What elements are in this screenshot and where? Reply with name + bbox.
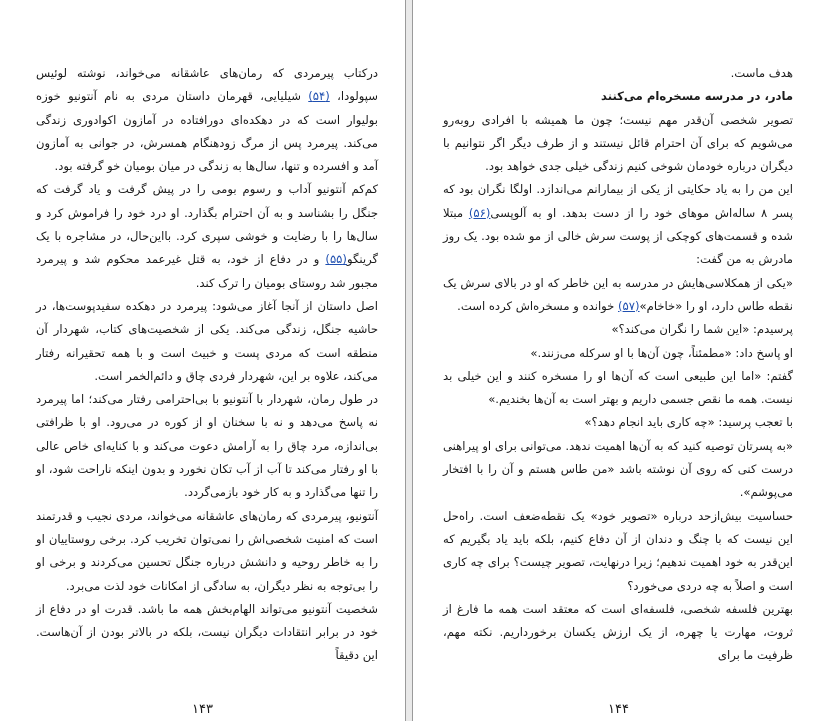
paragraph <box>36 598 378 668</box>
paragraph <box>443 62 793 85</box>
text-span: در طول رمان، شهردار با آنتونیو با بی‌احترامی رفتار می‌کند؛ اما پیرمرد نه پاسخ می‌دهد و نه با سخنان او از کوره در می‌رود. او با ظرافتی بی‌اندازه، مرد چاق را به آرامش دعوت می‌کند و با کنایه‌ای خاص عالی با او رفتار می‌کند تا آب از آب تکان نخورد و بدون اینکه ناراحت شود، او را تنها می‌گذارد و به کار خود بازمی‌گردد. <box>36 392 378 500</box>
left-page-text <box>36 62 378 668</box>
text-span: حساسیت بیش‌ازحد درباره «تصویر خود» یک نقطه‌ضعف است. راه‌حل این نیست که با چنگ و دندان از آن دفاع کنیم، بلکه باید یاد بگیریم که این‌قدر به خود اهمیت ندهیم؛ زیرا درنهایت، تصویر چیست؟ برای چه کاری است و اصلاً به چه دردی می‌خورد؟ <box>443 508 793 593</box>
paragraph <box>36 295 378 388</box>
text-span: او پاسخ داد: «مطمئناً، چون آن‌ها با او سرکله می‌زنند.» <box>530 345 793 360</box>
left-page <box>0 0 406 721</box>
text-span: گفتم: «اما این طبیعی است که آن‌ها او را مسخره کنند و این خیلی بد نیست. همه ما نقص جسمی داریم و بهتر است به آن‌ها بخندیم.» <box>443 368 793 407</box>
text-span: مادر، در مدرسه مسخره‌ام می‌کنند <box>601 89 793 104</box>
text-span: شخصیت آنتونیو می‌تواند الهام‌بخش همه ما باشد. قدرت او در دفاع از خود در برابر انتقادات دیگران نیست، بلکه در بالاتر بودن از آن‌هاست. این دقیقاً <box>36 601 378 663</box>
text-span: درکتاب پیرمردی که رمان‌های عاشقانه می‌خواند، نوشته لوئیس سپولودا، <box>36 66 378 104</box>
text-span: بهترین فلسفه شخصی، فلسفه‌ای است که معتقد است همه ما فارغ از ثروت، مهارت یا چهره، از یک ارزش یکسان برخورداریم. نکته مهم، ظرفیت ما برای <box>443 601 793 663</box>
paragraph <box>36 505 378 598</box>
footnote-reference-link[interactable]: (۵۴) <box>308 89 330 104</box>
text-span: تصویر شخصی آن‌قدر مهم نیست؛ چون ما همیشه با افرادی روبه‌رو می‌شویم که برای آن احترام قائل نیستند و از طرف دیگر اگر نتوانیم با دیگران درباره خودمان شوخی کنیم زندگی خیلی جدی خواهد بود. <box>443 112 793 174</box>
paragraph <box>36 388 378 504</box>
paragraph <box>443 411 793 434</box>
text-span: مبتلا شده و قسمت‌های کوچکی از پوست سرش خالی از مو شده بود. یک روز مادرش به من گفت: <box>443 205 793 267</box>
paragraph <box>443 272 793 319</box>
footnote-reference-link[interactable]: (۵۷) <box>618 298 640 313</box>
text-span: خوانده و مسخره‌اش کرده است. <box>457 298 619 313</box>
paragraph <box>443 435 793 505</box>
text-span: اصل داستان از آنجا آغاز می‌شود: پیرمرد در دهکده سفیدپوست‌ها، در حاشیه جنگل، زندگی می‌کند. یکی از شخصیت‌های کتاب، شهردار آن منطقه است که مردی پست و خبیث است و با همه تحقیرانه رفتار می‌کند، علاوه بر این، شهردار فردی چاق و دائم‌الخمر است. <box>36 298 378 383</box>
paragraph <box>36 178 378 294</box>
paragraph <box>443 365 793 412</box>
paragraph <box>443 505 793 598</box>
paragraph <box>443 109 793 179</box>
footnote-reference-link[interactable]: (۵۵) <box>325 252 347 267</box>
right-page-text <box>443 62 793 668</box>
footnote-reference-link[interactable]: (۵۶) <box>468 205 491 220</box>
right-page <box>412 0 824 721</box>
paragraph <box>443 318 793 341</box>
text-span: پرسیدم: «این شما را نگران می‌کند؟» <box>611 322 793 337</box>
section-heading <box>443 85 793 108</box>
text-span: شیلیایی، قهرمان داستان مردی به نام آنتونیو خوزه بولیوار است که در دهکده‌ای دورافتاده در آمازون اکوادوری زندگی می‌کند. پیرمرد پس از مرگ زودهنگام همسرش، در جوانی به آمازون آمد و افسرده و تنها، سال‌ها به زندگی در میان بومیان خو گرفته بود. <box>36 89 378 174</box>
text-span: «یکی از همکلاسی‌هایش در مدرسه به این خاطر که او در بالای سرش یک نقطه طاس دارد، او را «خاخام» <box>443 275 793 313</box>
text-span: با تعجب پرسید: «چه کاری باید انجام دهد؟» <box>584 415 793 430</box>
text-span: کم‌کم آنتونیو آداب و رسوم بومی را در پیش گرفت و یاد گرفت که جنگل را بشناسد و به آن احترام بگذارد. او درد خود را فراموش کرد و سال‌ها را با رضایت و خوشی سپری کرد. بااین‌حال، در مشاجره با یک گرینگو <box>36 182 378 267</box>
text-span: آنتونیو، پیرمردی که رمان‌های عاشقانه می‌خواند، مردی نجیب و قدرتمند است که امنیت شخصی‌اش را نمی‌توان تخریب کرد. برخی روستاییان او را به خاطر روحیه و دانشش درباره جنگل تحسین می‌کردند و برخی او را بی‌توجه به نظر دیگران، به سادگی از امکانات خود لذت می‌برد. <box>36 508 378 593</box>
paragraph <box>36 62 378 178</box>
text-span: هدف ماست. <box>730 66 793 80</box>
text-span: این من را به یاد حکایتی از یکی از بیمارانم می‌اندازد. اولگا نگران بود که پسر ۸ ساله‌اش موهای خود را از دست بدهد. او به آلوپسی <box>443 182 793 220</box>
text-span: و در دفاع از خود، به قتل غیرعمد محکوم شد و پیرمرد مجبور شد روستای بومیان را ترک کند. <box>36 252 378 290</box>
page-number: ۱۴۳ <box>192 702 213 717</box>
paragraph <box>443 598 793 668</box>
paragraph <box>443 342 793 365</box>
text-span: «به پسرتان توصیه کنید که به آن‌ها اهمیت ندهد. می‌توانی برای او پیراهنی درست کنی که روی آن نوشته باشد «من طاس هستم و آن را با افتخار می‌پوشم». <box>443 438 793 500</box>
page-number: ۱۴۴ <box>608 702 629 717</box>
paragraph <box>443 178 793 271</box>
